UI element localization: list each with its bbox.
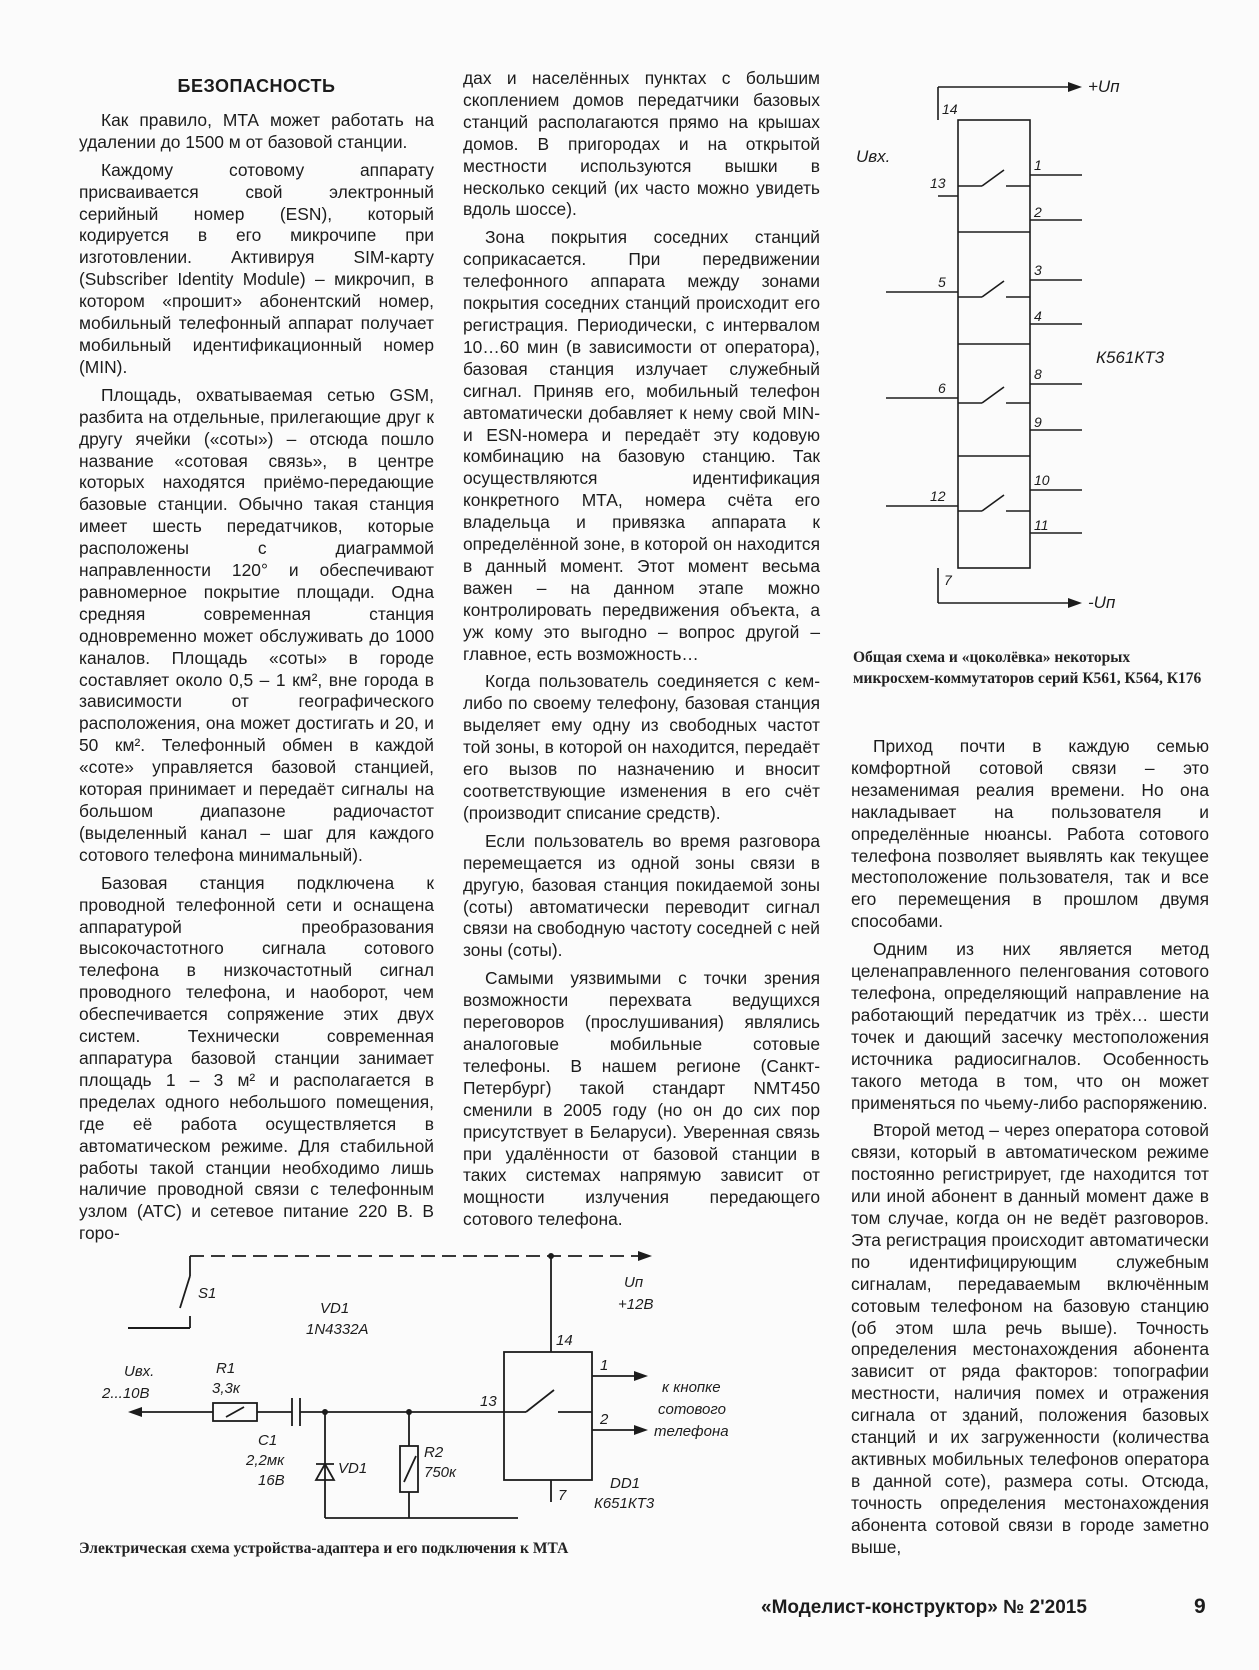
pin-label: 7 [558,1487,567,1504]
pin-label: 2 [1034,204,1042,220]
s1-label: S1 [198,1285,217,1302]
dd1-part-label: К651КТ3 [594,1495,655,1512]
paragraph: дах и населённых пунктах с большим скоплением домов передатчики базовых станций располагаются прямо на крышах домов. В пригородах и на открытой местности используются вышки в несколько секций (их часто можно увидеть вдоль шоссе). [463,68,820,220]
article-column-3 [851,736,1209,1559]
paragraph: Каждому сотовому аппарату присваивается свой электронный серийный номер (ESN), который кодируется в его микрочипе при изготовлении. Активируя SIM-карту (Subscriber Identity Module) – микрочип, в котором «прошит» абонентский номер, мобильный телефонный аппарат получает мобильный идентификационный номер (MIN). [79,159,434,377]
paragraph: Площадь, охватываемая сетью GSM, разбита на отдельные, прилегающие друг к другу ячейки («соты») – отсюда пошло название «сотовая связь», в центре которых находятся приёмо-передающие базовые станции. Обычно такая станция имеет шесть передатчиков, которые расположены с диаграммой направленности 120° и обеспечивают равномерное покрытие площади. Одна средняя современная станция одновременно может обслуживать до 1000 каналов. Площадь «соты» в городе составляет около 0,5 – 1 км², вне города в зависимости от географического расположения, она может достигать и 20, и 50 км². Телефонный обмен в каждой «соте» управляется базовой станцией, которая принимает и передаёт сигналы на большом диапазоне радиочастот (выделенный канал – шаг для каждого сотового телефона минимальный). [79,384,434,865]
output-label: к кнопке [662,1379,721,1396]
paragraph: Одним из них является метод целенаправленного пеленгования сотового телефона, определяющий направление на работающий передатчик из трёх… шести точек и дающий засечку местоположения источника радиосигналов. Особенность такого метода в том, что он может применяться по чьему-либо распоряжению. [851,939,1209,1113]
paragraph: Если пользователь во время разговора перемещается из одной зоны связи в другую, базовая станция покидаемой зоны (соты) автоматически переводит сигнал связи на свободную частоту соседней с ней зоны (соты). [463,830,820,961]
journal-footer: «Моделист-конструктор» № 2'2015 [761,1597,1087,1618]
page-number: 9 [1194,1595,1206,1618]
pin-label: 2 [600,1411,609,1428]
adapter-schematic [78,1240,838,1540]
pin-label: 11 [1034,517,1049,533]
vplus-label: +Uп [1088,77,1120,96]
pin-label: 8 [1034,366,1042,382]
c1-label: C1 [258,1432,278,1449]
c1-voltage-label: 16В [258,1472,285,1489]
pin-label: 12 [930,488,946,504]
chip-label: К561КТ3 [1096,348,1165,367]
paragraph: Самыми уязвимыми с точки зрения возможности перехвата ведущихся переговоров (прослушивания) являлись аналоговые мобильные сотовые телефоны. В нашем регионе (Санкт-Петербург) такой стандарт NMT450 сменили в 2005 году (но он до сих пор присутствует в Беларуси). Уверенная связь при удалённости от базовой станции в таких системах напрямую зависит от мощности излучения передающего сотового телефона. [463,968,820,1230]
paragraph: Зона покрытия соседних станций соприкасается. При передвижении телефонного аппарата между зонами покрытия соседних станций происходит его регистрация. Периодически, с интервалом 10…60 мин (в зависимости от оператора), базовая станция излучает служебный сигнал. Приняв его, мобильный телефон автоматически добавляет к нему свой MIN- и ESN-номера и передаёт эту кодовую комбинацию на базовую станцию. Так осуществляются идентификация конкретного МТА, номера счёта его владельца и привязка аппарата к определённой зоне, в которой он находится в данный момент. Этот момент весьма важен – на данном этапе можно контролировать передвижения объекта, а уж кому это выгодно – вопрос другой – главное, есть возможность… [463,227,820,664]
vd1-label: VD1 [338,1460,368,1477]
vminus-label: -Uп [1088,593,1116,612]
pin-label: 1 [1034,157,1042,173]
paragraph: Как правило, МТА может работать на удалении до 1500 м от базовой станции. [79,109,434,152]
pin-label: 6 [938,380,946,396]
pin-label: 1 [600,1357,609,1374]
paragraph: Второй метод – через оператора сотовой связи, который в автоматическом режиме постоянно регистрирует, где находится тот или иной абонент в данный момент даже в том случае, когда он не ведёт разговоров. Эта регистрация происходит автоматически по идентифицирующим служебным сигналам, передаваемым включённым сотовым телефоном на базовую станцию (об этом шла речь выше). Точность определения местонахождения абонента зависит от ряда факторов: топографии местности, наличия помех и отражения сигнала от зданий, положения базовых станций и их загруженности (количества активных мобильных телефонов оператора в данной соте), размера соты. Отсюда, точность определения местонахождения абонента сотовой связи в городе заметно выше, [851,1120,1209,1557]
dd1-label: DD1 [610,1475,641,1492]
pin-label: 4 [1034,308,1042,324]
output-label: сотового [658,1401,726,1418]
figure-caption: Электрическая схема устройства-адаптера и его подключения к МТА [79,1540,569,1557]
r2-value-label: 750к [424,1464,457,1481]
article-column-2 [463,68,820,1231]
paragraph: Приход почти в каждую семью комфортной сотовой связи – это незаменимая реалия времени. Но она накладывает на пользователя и определённые нюансы. Работа сотового телефона позволяет выявлять как текущее местоположение пользователя, так и все его перемещения в прошлом двумя способами. [851,736,1209,932]
pin-label: 5 [938,274,946,290]
article-column-1 [79,68,434,1245]
pin-label: 3 [1034,262,1042,278]
paragraph: Когда пользователь соединяется с кем-либо по своему телефону, базовая станция выделяет ему одну из свободных частот той зоны, в которой он находится, передаёт его вызов по назначению и вносит соответствующие изменения в его счёт (производит списание средств). [463,671,820,823]
input-range-label: 2...10В [102,1385,150,1402]
supply-value-label: +12В [618,1296,654,1313]
pin-label: 10 [1034,472,1050,488]
vd1-ref-label: VD1 [320,1300,350,1317]
c1-value-label: 2,2мк [246,1452,285,1469]
chip-pinout-diagram [850,70,1230,640]
r1-label: R1 [216,1360,236,1377]
pin-label: 9 [1034,414,1042,430]
supply-label: Uп [624,1274,644,1291]
pin-label: 14 [942,101,958,117]
input-label: Uвх. [124,1363,155,1380]
r1-value-label: 3,3к [212,1380,240,1397]
r2-label: R2 [424,1444,444,1461]
figure-caption: Общая схема и «цоколёвка» некоторых микросхем-коммутаторов серий К561, К564, К176 [853,649,1202,687]
pin-label: 14 [556,1332,573,1349]
paragraph: Базовая станция подключена к проводной телефонной сети и оснащена аппаратурой преобразования высокочастотного сигнала сотового телефона в низкочастотный сигнал проводного телефона, и наоборот, чем обеспечивается сопряжение этих двух систем. Технически современная аппаратура базовой станции занимает площадь 1 – 3 м² и располагается в пределах одного небольшого помещения, где её работа осуществляется в автоматическом режиме. Для стабильной работы такой станции необходимо лишь наличие проводной связи с телефонным узлом (АТС) и сетевое питание 220 В. В горо- [79,872,434,1244]
pin-label: 7 [944,572,952,588]
pin-label: 13 [480,1393,497,1410]
output-label: телефона [654,1423,729,1440]
section-heading: БЕЗОПАСНОСТЬ [177,76,336,96]
input-label: Uвх. [856,147,891,166]
vd1-part-label: 1N4332A [306,1321,369,1338]
pin-label: 13 [930,175,946,191]
